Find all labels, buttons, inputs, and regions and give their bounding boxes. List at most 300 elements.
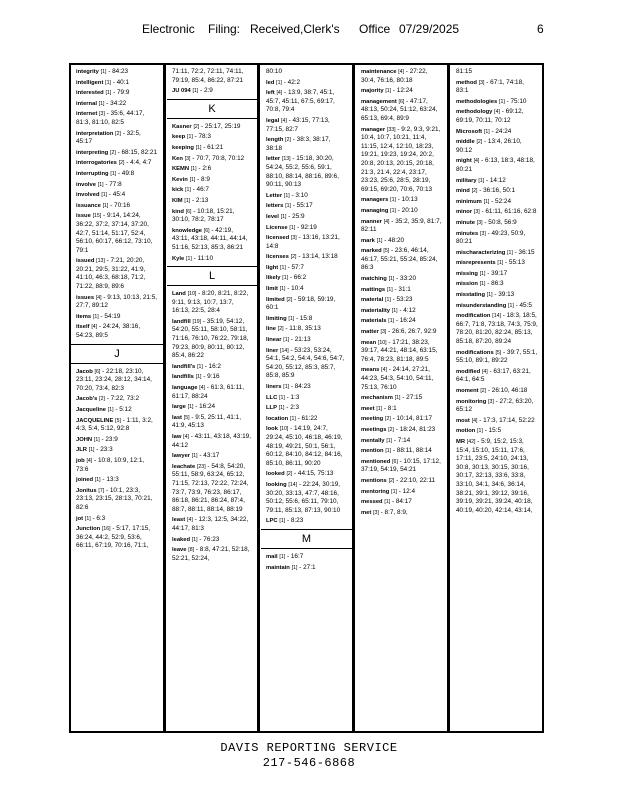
index-word: LLC bbox=[266, 394, 278, 401]
page-line-references: - 45:4 bbox=[108, 191, 126, 199]
index-word: interpreting bbox=[76, 149, 109, 156]
index-entry bbox=[361, 296, 442, 305]
index-entry bbox=[456, 79, 538, 96]
index-word: interpretation bbox=[76, 130, 114, 137]
index-word: landfill's bbox=[172, 363, 196, 370]
index-word: met bbox=[361, 509, 372, 516]
index-entry bbox=[76, 89, 158, 98]
occurrence-count: [1] bbox=[289, 224, 296, 231]
index-entry bbox=[76, 525, 158, 551]
occurrence-count: [3] bbox=[478, 79, 485, 86]
occurrence-count: [1] bbox=[391, 307, 398, 314]
index-entry bbox=[266, 383, 347, 392]
index-word: Microsoft bbox=[456, 128, 483, 135]
index-word: limited bbox=[266, 296, 285, 303]
page-line-references: - 24:14, 27:21, 44:23, 54:3, 54:10, 54:11, 75:13, 76:10 bbox=[361, 366, 434, 391]
index-word: mean bbox=[361, 339, 377, 346]
index-column-4 bbox=[356, 63, 447, 733]
index-entry bbox=[76, 68, 158, 77]
index-entry bbox=[361, 317, 442, 326]
occurrence-count: [4] bbox=[199, 385, 206, 392]
index-entry bbox=[76, 476, 158, 485]
index-word: Jonitus bbox=[76, 487, 97, 494]
occurrence-count: [3] bbox=[476, 219, 483, 226]
index-word: misstating bbox=[456, 292, 485, 299]
occurrence-count: [4] bbox=[473, 158, 480, 165]
index-entry bbox=[76, 436, 158, 445]
page-line-references: - 11:10 bbox=[193, 254, 214, 262]
occurrence-count: [1] bbox=[101, 192, 108, 199]
occurrence-count: [13] bbox=[96, 258, 105, 265]
occurrence-count: [2] bbox=[471, 188, 478, 195]
index-entry bbox=[266, 213, 347, 222]
occurrence-count: [1] bbox=[283, 337, 290, 344]
occurrence-count: [1] bbox=[288, 315, 295, 322]
occurrence-count: [2] bbox=[388, 426, 395, 433]
index-entry bbox=[266, 325, 347, 334]
index-word: licenses bbox=[266, 254, 289, 261]
page-line-references: - 15:18, 30:20, 54:24, 55:2, 55:6, 59:1, 88:10, 88:14, 88:16, 89:6, 90:11, 90:13 bbox=[266, 155, 339, 189]
index-word: items bbox=[76, 313, 92, 320]
index-word: mentions bbox=[361, 477, 387, 484]
occurrence-count: [4] bbox=[86, 457, 93, 464]
page-line-references: - 22:18, 23:10, 23:11, 23:24, 28:12, 34:14, 70:20, 73:4, 82:3 bbox=[76, 367, 152, 392]
index-entry bbox=[361, 275, 442, 284]
page-line-references: - 20:10 bbox=[397, 206, 418, 214]
index-word: least bbox=[172, 517, 186, 524]
page-line-references: - 9:14, 14:24, 36:22, 37:2, 37:14, 37:20, 42:7, 51:14, 51:17, 52:4, 56:10, 60:17, 66:12, 73:10, 79:1 bbox=[76, 212, 153, 254]
index-word: mind bbox=[456, 188, 470, 195]
index-word: issues bbox=[76, 294, 95, 301]
occurrence-count: [1] bbox=[290, 415, 296, 422]
index-word: issuance bbox=[76, 202, 101, 209]
index-word: likely bbox=[266, 275, 281, 282]
occurrence-count: [13] bbox=[281, 156, 291, 163]
occurrence-count: [3] bbox=[380, 329, 387, 336]
page-line-references: - 48:20 bbox=[384, 236, 405, 244]
occurrence-count: [14] bbox=[280, 347, 289, 354]
column-divider bbox=[163, 63, 166, 733]
index-entry bbox=[172, 403, 252, 412]
index-entry bbox=[266, 336, 347, 345]
index-entry bbox=[361, 87, 442, 96]
occurrence-count: [1] bbox=[283, 384, 290, 390]
index-word: jot bbox=[76, 515, 84, 522]
occurrence-count: [10] bbox=[279, 426, 289, 433]
index-word: minimum bbox=[456, 198, 482, 205]
header-electronic: Electronic bbox=[142, 22, 195, 36]
section-letter: K bbox=[167, 99, 257, 119]
index-word: most bbox=[456, 417, 470, 424]
occurrence-count: [6] bbox=[398, 98, 405, 105]
index-word: missing bbox=[456, 270, 478, 277]
page-line-references: - 27:2, 63:20, 65:12 bbox=[456, 397, 534, 414]
page-line-references: - 7:22, 73:2 bbox=[106, 395, 140, 403]
occurrence-count: [1] bbox=[477, 428, 483, 435]
occurrence-count: [1] bbox=[100, 69, 107, 75]
index-word: majority bbox=[361, 88, 384, 95]
occurrence-count: [4] bbox=[95, 294, 102, 301]
occurrence-count: [1] bbox=[105, 90, 112, 97]
index-entry bbox=[456, 387, 538, 396]
page-line-references: - 57:7 bbox=[287, 263, 304, 271]
page-line-references: - 16:24 bbox=[195, 403, 216, 411]
page-line-references: 81:15 bbox=[456, 68, 472, 75]
index-word: misunderstanding bbox=[456, 302, 507, 309]
page-line-references: - 15:5 bbox=[484, 427, 502, 435]
index-word: Kasner bbox=[172, 123, 192, 130]
page-line-references: - 61:3, 61:11, 61:17, 88:24 bbox=[172, 384, 244, 400]
page-line-references: - 13:3 bbox=[102, 476, 119, 484]
index-word: maintenance bbox=[361, 69, 397, 75]
page-line-references: - 16:7 bbox=[286, 552, 304, 560]
occurrence-count: [7] bbox=[98, 487, 105, 494]
index-entry bbox=[172, 176, 252, 185]
occurrence-count: [5] bbox=[183, 414, 190, 421]
occurrence-count: [2] bbox=[99, 396, 105, 403]
occurrence-count: [4] bbox=[183, 434, 189, 440]
page-line-references: - 38:3, 38:17, 38:18 bbox=[266, 136, 331, 152]
index-entry bbox=[172, 433, 252, 450]
page-line-references: - 12:4 bbox=[398, 487, 416, 495]
occurrence-count: [2] bbox=[286, 471, 293, 478]
index-entry bbox=[266, 285, 347, 294]
index-entry bbox=[361, 286, 442, 295]
index-entry bbox=[172, 87, 252, 96]
index-entry bbox=[361, 339, 442, 365]
page-line-references: - 23:3 bbox=[96, 446, 113, 454]
occurrence-count: [14] bbox=[492, 313, 501, 320]
occurrence-count: [6] bbox=[203, 227, 210, 234]
occurrence-count: [2] bbox=[110, 149, 116, 156]
page-line-references: - 44:15, 75:13 bbox=[294, 470, 334, 478]
page-line-references: - 75:10 bbox=[506, 97, 527, 105]
page-line-references: - 70:16 bbox=[110, 201, 131, 209]
index-entry bbox=[76, 515, 158, 524]
page-line-references: - 88:11, 88:14 bbox=[392, 447, 432, 455]
index-word: motion bbox=[456, 428, 476, 435]
index-word: language bbox=[172, 385, 198, 392]
index-column-2 bbox=[167, 63, 257, 733]
index-word: Land bbox=[172, 291, 186, 298]
occurrence-count: [3] bbox=[473, 209, 480, 216]
page-line-references: - 33:20 bbox=[396, 275, 417, 283]
occurrence-count: [1] bbox=[84, 515, 91, 522]
index-entry bbox=[456, 270, 538, 279]
occurrence-count: [1] bbox=[291, 564, 298, 571]
index-word: method bbox=[456, 79, 477, 86]
index-entry bbox=[361, 447, 442, 456]
occurrence-count: [1] bbox=[280, 264, 286, 271]
occurrence-count: [1] bbox=[102, 202, 109, 209]
page-line-references: - 25:17, 25:19 bbox=[201, 122, 241, 130]
index-word: moment bbox=[456, 388, 479, 394]
page-line-references: - 14:12 bbox=[485, 176, 506, 184]
occurrence-count: [1] bbox=[282, 275, 289, 282]
page-line-references: - 9:2, 9:3, 9:21, 10:4, 10:7, 10:21, 11:4, 11:15, 12:4, 12:10, 18:23, 19:21, 19:23, 19:24, 20:2, 20:8, 20:13, 20:15, 20:18, 21:3, 21:4, 22:4, 23:17, 23:23, 25:6, 28:5, 28:19, 69:15, 69:20, 70:6, 70:13 bbox=[361, 125, 441, 193]
index-entry bbox=[76, 257, 158, 291]
occurrence-count: [2] bbox=[285, 137, 291, 144]
page-line-references: - 35:19, 54:12, 54:20, 55:11, 58:10, 58:11, 71:16, 76:10, 76:22, 79:18, 79:23, 80:9, 80:11, 80:12, 85:4, 86:22 bbox=[172, 317, 249, 360]
page-line-references: - 14:19, 24:7, 29:24, 45:10, 46:18, 46:19, 48:19, 49:21, 50:1, 56:1, 60:12, 84:10, 84:12, 84:16, 85:10, 86:11, 90:20 bbox=[266, 425, 343, 467]
index-entry bbox=[456, 417, 538, 426]
index-entry bbox=[361, 437, 442, 446]
occurrence-count: [1] bbox=[388, 276, 395, 283]
page-line-references: - 66:2 bbox=[289, 274, 307, 282]
page-line-references: - 24:24 bbox=[491, 127, 512, 135]
footer-company: DAVIS REPORTING SERVICE bbox=[220, 741, 398, 755]
index-word: meetings bbox=[361, 426, 387, 433]
index-word: line bbox=[266, 326, 276, 333]
index-word: Jacob's bbox=[76, 396, 98, 403]
footer-phone: 217-546-6868 bbox=[262, 756, 356, 770]
occurrence-count: [1] bbox=[187, 134, 193, 141]
occurrence-count: [1] bbox=[385, 88, 392, 95]
index-word: involved bbox=[76, 192, 100, 199]
page-line-references: - 76:23 bbox=[199, 535, 220, 543]
header-received: Received,Clerk's bbox=[250, 22, 340, 36]
index-word: Ken bbox=[172, 155, 183, 162]
page-line-references: - 27:15 bbox=[402, 394, 423, 402]
page-line-references: - 31:1 bbox=[394, 285, 411, 293]
index-entry bbox=[76, 159, 158, 168]
index-word: methodology bbox=[456, 109, 493, 116]
occurrence-count: [1] bbox=[195, 374, 202, 381]
page-line-references: - 68:15, 82:21 bbox=[117, 148, 158, 156]
occurrence-count: [4] bbox=[398, 69, 405, 75]
index-word: Letter bbox=[266, 192, 283, 199]
index-entry bbox=[266, 517, 347, 526]
index-entry bbox=[266, 68, 347, 77]
occurrence-count: [1] bbox=[279, 394, 285, 401]
page-line-references: 71:11, 72:2, 72:11, 74:11, 79:19, 85:4, 86:22, 87:21 bbox=[172, 68, 244, 84]
page-line-references: - 84:23 bbox=[108, 68, 129, 75]
index-entry bbox=[172, 414, 252, 431]
index-word: mail bbox=[266, 553, 278, 560]
index-word: methodologies bbox=[456, 98, 498, 105]
index-word: issue bbox=[76, 213, 91, 220]
index-word: Jacob bbox=[76, 368, 93, 375]
occurrence-count: [1] bbox=[385, 297, 391, 304]
page-line-references: - 9:13, 10:13, 21:5, 27:7, 89:12 bbox=[76, 293, 158, 310]
index-word: JLR bbox=[76, 447, 87, 454]
index-entry bbox=[172, 384, 252, 401]
page-line-references: - 11:8, 35:13 bbox=[285, 325, 321, 333]
occurrence-count: [2] bbox=[388, 477, 395, 484]
occurrence-count: [1] bbox=[279, 518, 286, 525]
index-word: large bbox=[172, 404, 186, 411]
occurrence-count: [2] bbox=[286, 296, 293, 303]
page-line-references: - 10:8, 10:9, 12:1, 73:6 bbox=[76, 456, 145, 473]
index-entry bbox=[361, 498, 442, 507]
occurrence-count: [1] bbox=[385, 448, 392, 455]
index-entry bbox=[361, 366, 442, 392]
page-line-references: - 26:10, 46:18 bbox=[487, 387, 528, 394]
index-word: manager bbox=[361, 126, 386, 133]
page-line-references: - 12:24 bbox=[392, 87, 413, 95]
index-entry bbox=[456, 177, 538, 186]
index-word: letters bbox=[266, 203, 284, 210]
index-entry bbox=[456, 108, 538, 125]
index-entry bbox=[172, 68, 252, 85]
index-word: law bbox=[172, 434, 182, 440]
occurrence-count: [3] bbox=[290, 235, 297, 242]
index-word: length bbox=[266, 137, 284, 144]
index-entry bbox=[76, 149, 158, 158]
page-line-references: - 16:2 bbox=[204, 362, 221, 370]
page-line-references: - 6:3 bbox=[92, 514, 106, 522]
index-entry bbox=[172, 546, 252, 563]
occurrence-count: [1] bbox=[98, 100, 105, 107]
index-entry bbox=[456, 249, 538, 258]
index-word: minute bbox=[456, 219, 476, 226]
index-entry bbox=[361, 394, 442, 403]
index-entry bbox=[361, 307, 442, 316]
occurrence-count: [1] bbox=[483, 198, 490, 205]
page-line-references: - 8:23 bbox=[286, 517, 304, 525]
page-line-references: - 2:13 bbox=[191, 196, 209, 204]
index-entry bbox=[361, 247, 442, 273]
index-word: monitoring bbox=[456, 398, 487, 405]
occurrence-count: [1] bbox=[187, 404, 194, 411]
index-word: limiting bbox=[266, 315, 287, 322]
occurrence-count: [1] bbox=[92, 313, 99, 320]
page-line-references: - 22:24, 30:19, 30:20, 33:13, 47:7, 48:16, 50:12, 55:6, 65:11, 79:10, 79:11, 85:13, 87:13, 90:10 bbox=[266, 480, 341, 514]
index-word: last bbox=[172, 414, 182, 421]
occurrence-count: [1] bbox=[191, 536, 198, 543]
index-entry bbox=[266, 347, 347, 381]
index-word: legal bbox=[266, 117, 280, 124]
index-entry bbox=[266, 481, 347, 515]
index-entry bbox=[361, 196, 442, 205]
index-entry bbox=[172, 155, 252, 164]
page-line-references: - 4:12 bbox=[399, 306, 416, 314]
occurrence-count: [2] bbox=[277, 326, 284, 333]
index-word: matching bbox=[361, 276, 387, 283]
occurrence-count: [1] bbox=[386, 437, 393, 444]
page-line-references: - 13:14, 13:18 bbox=[298, 253, 338, 261]
occurrence-count: [1] bbox=[185, 187, 191, 194]
index-word: interrupting bbox=[76, 170, 109, 177]
page-line-references: - 25:9 bbox=[288, 212, 305, 220]
index-entry bbox=[456, 157, 538, 174]
index-entry bbox=[76, 313, 158, 322]
occurrence-count: [1] bbox=[189, 176, 196, 183]
index-word: involve bbox=[76, 181, 96, 188]
occurrence-count: [3] bbox=[373, 509, 379, 516]
header-date: 07/29/2025 bbox=[399, 22, 460, 36]
page-line-references: - 6:13, 18:3, 48:18, 80:21 bbox=[456, 157, 535, 173]
page-line-references: - 36:16, 50:1 bbox=[479, 187, 516, 195]
index-word: intelligent bbox=[76, 79, 104, 86]
page-line-references: - 53:23 bbox=[392, 296, 413, 304]
index-entry bbox=[456, 208, 538, 217]
page-line-references: - 42:2 bbox=[283, 78, 301, 86]
page-line-references: - 21:13 bbox=[290, 336, 311, 344]
index-entry bbox=[76, 202, 158, 211]
occurrence-count: [1] bbox=[190, 166, 197, 173]
index-word: JOHN bbox=[76, 436, 93, 443]
page-line-references: - 10:18, 15:21, 30:10, 78:2, 78:17 bbox=[172, 207, 235, 224]
index-entry bbox=[456, 68, 538, 77]
index-word: License bbox=[266, 224, 288, 231]
occurrence-count: [4] bbox=[281, 117, 287, 124]
occurrence-count: [1] bbox=[390, 197, 396, 204]
page-line-references: - 43:17 bbox=[199, 452, 220, 460]
page-line-references: - 50:8, 56:9 bbox=[484, 218, 517, 226]
index-word: interrogatories bbox=[76, 160, 117, 167]
index-entry bbox=[172, 463, 252, 515]
index-word: mentoring bbox=[361, 488, 390, 495]
page-line-references: - 43:15, 77:13, 77:15, 82:7 bbox=[266, 116, 330, 133]
page-line-references: - 10:4 bbox=[287, 285, 304, 293]
page-line-references: - 77:8 bbox=[105, 180, 122, 188]
occurrence-count: [1] bbox=[479, 281, 486, 288]
page-line-references: - 4:4, 4:7 bbox=[126, 159, 152, 167]
index-entry bbox=[266, 89, 347, 115]
index-entry bbox=[266, 394, 347, 403]
index-entry bbox=[456, 198, 538, 207]
index-entry bbox=[76, 79, 158, 88]
page-line-references: - 18:3, 18:5, 66:7, 71:8, 73:18, 74:3, 75:9, 78:20, 81:20, 82:24, 85:13, 85:18, 87:20, 89:24 bbox=[456, 312, 538, 346]
page-line-references: - 3:10 bbox=[291, 191, 308, 199]
index-word: messed bbox=[361, 499, 383, 506]
index-entry bbox=[266, 224, 347, 233]
occurrence-count: [1] bbox=[508, 302, 514, 309]
index-entry bbox=[456, 230, 538, 247]
index-word: Kyle bbox=[172, 255, 185, 262]
index-word: liner bbox=[266, 347, 279, 354]
occurrence-count: [1] bbox=[279, 553, 286, 560]
index-word: light bbox=[266, 264, 279, 271]
index-word: LLP bbox=[266, 405, 277, 412]
index-word: military bbox=[456, 177, 477, 184]
page-line-references: - 13:9, 38:7, 45:1, 45:7, 45:11, 67:5, 69:17, 70:8, 79:4 bbox=[266, 89, 335, 114]
page-line-references: - 39:13 bbox=[494, 291, 515, 299]
index-entry bbox=[266, 253, 347, 262]
occurrence-count: [1] bbox=[93, 436, 100, 443]
page-line-references: - 61:21 bbox=[203, 143, 224, 151]
occurrence-count: [4] bbox=[381, 367, 387, 374]
page-line-references: - 86:3 bbox=[487, 280, 504, 288]
occurrence-count: [16] bbox=[101, 526, 111, 533]
index-word: kind bbox=[172, 208, 184, 215]
index-word: minor bbox=[456, 209, 473, 216]
index-entry bbox=[361, 126, 442, 195]
occurrence-count: [4] bbox=[91, 324, 98, 331]
index-entry bbox=[76, 323, 158, 340]
page-line-references: - 42:19, 43:11, 43:18, 44:11, 44:14, 51:16, 52:13, 85:3, 86:21 bbox=[172, 226, 248, 251]
index-word: Jacqueline bbox=[76, 407, 106, 413]
index-entry bbox=[172, 452, 252, 461]
index-word: integrity bbox=[76, 69, 99, 75]
index-entry bbox=[266, 425, 347, 468]
occurrence-count: [1] bbox=[388, 318, 395, 325]
index-word: materiality bbox=[361, 307, 390, 314]
occurrence-count: [33] bbox=[386, 126, 396, 133]
index-word: linear bbox=[266, 337, 282, 344]
occurrence-count: [1] bbox=[88, 447, 95, 454]
page-line-references: - 84:23 bbox=[290, 383, 311, 390]
page-line-references: - 36:15 bbox=[514, 248, 535, 256]
index-entry bbox=[456, 138, 538, 155]
occurrence-count: [3] bbox=[184, 155, 191, 162]
occurrence-count: [10] bbox=[377, 339, 387, 346]
index-entry bbox=[361, 415, 442, 424]
index-entry bbox=[361, 405, 442, 414]
index-word: mechanism bbox=[361, 395, 393, 402]
index-word: misrepresents bbox=[456, 260, 496, 267]
